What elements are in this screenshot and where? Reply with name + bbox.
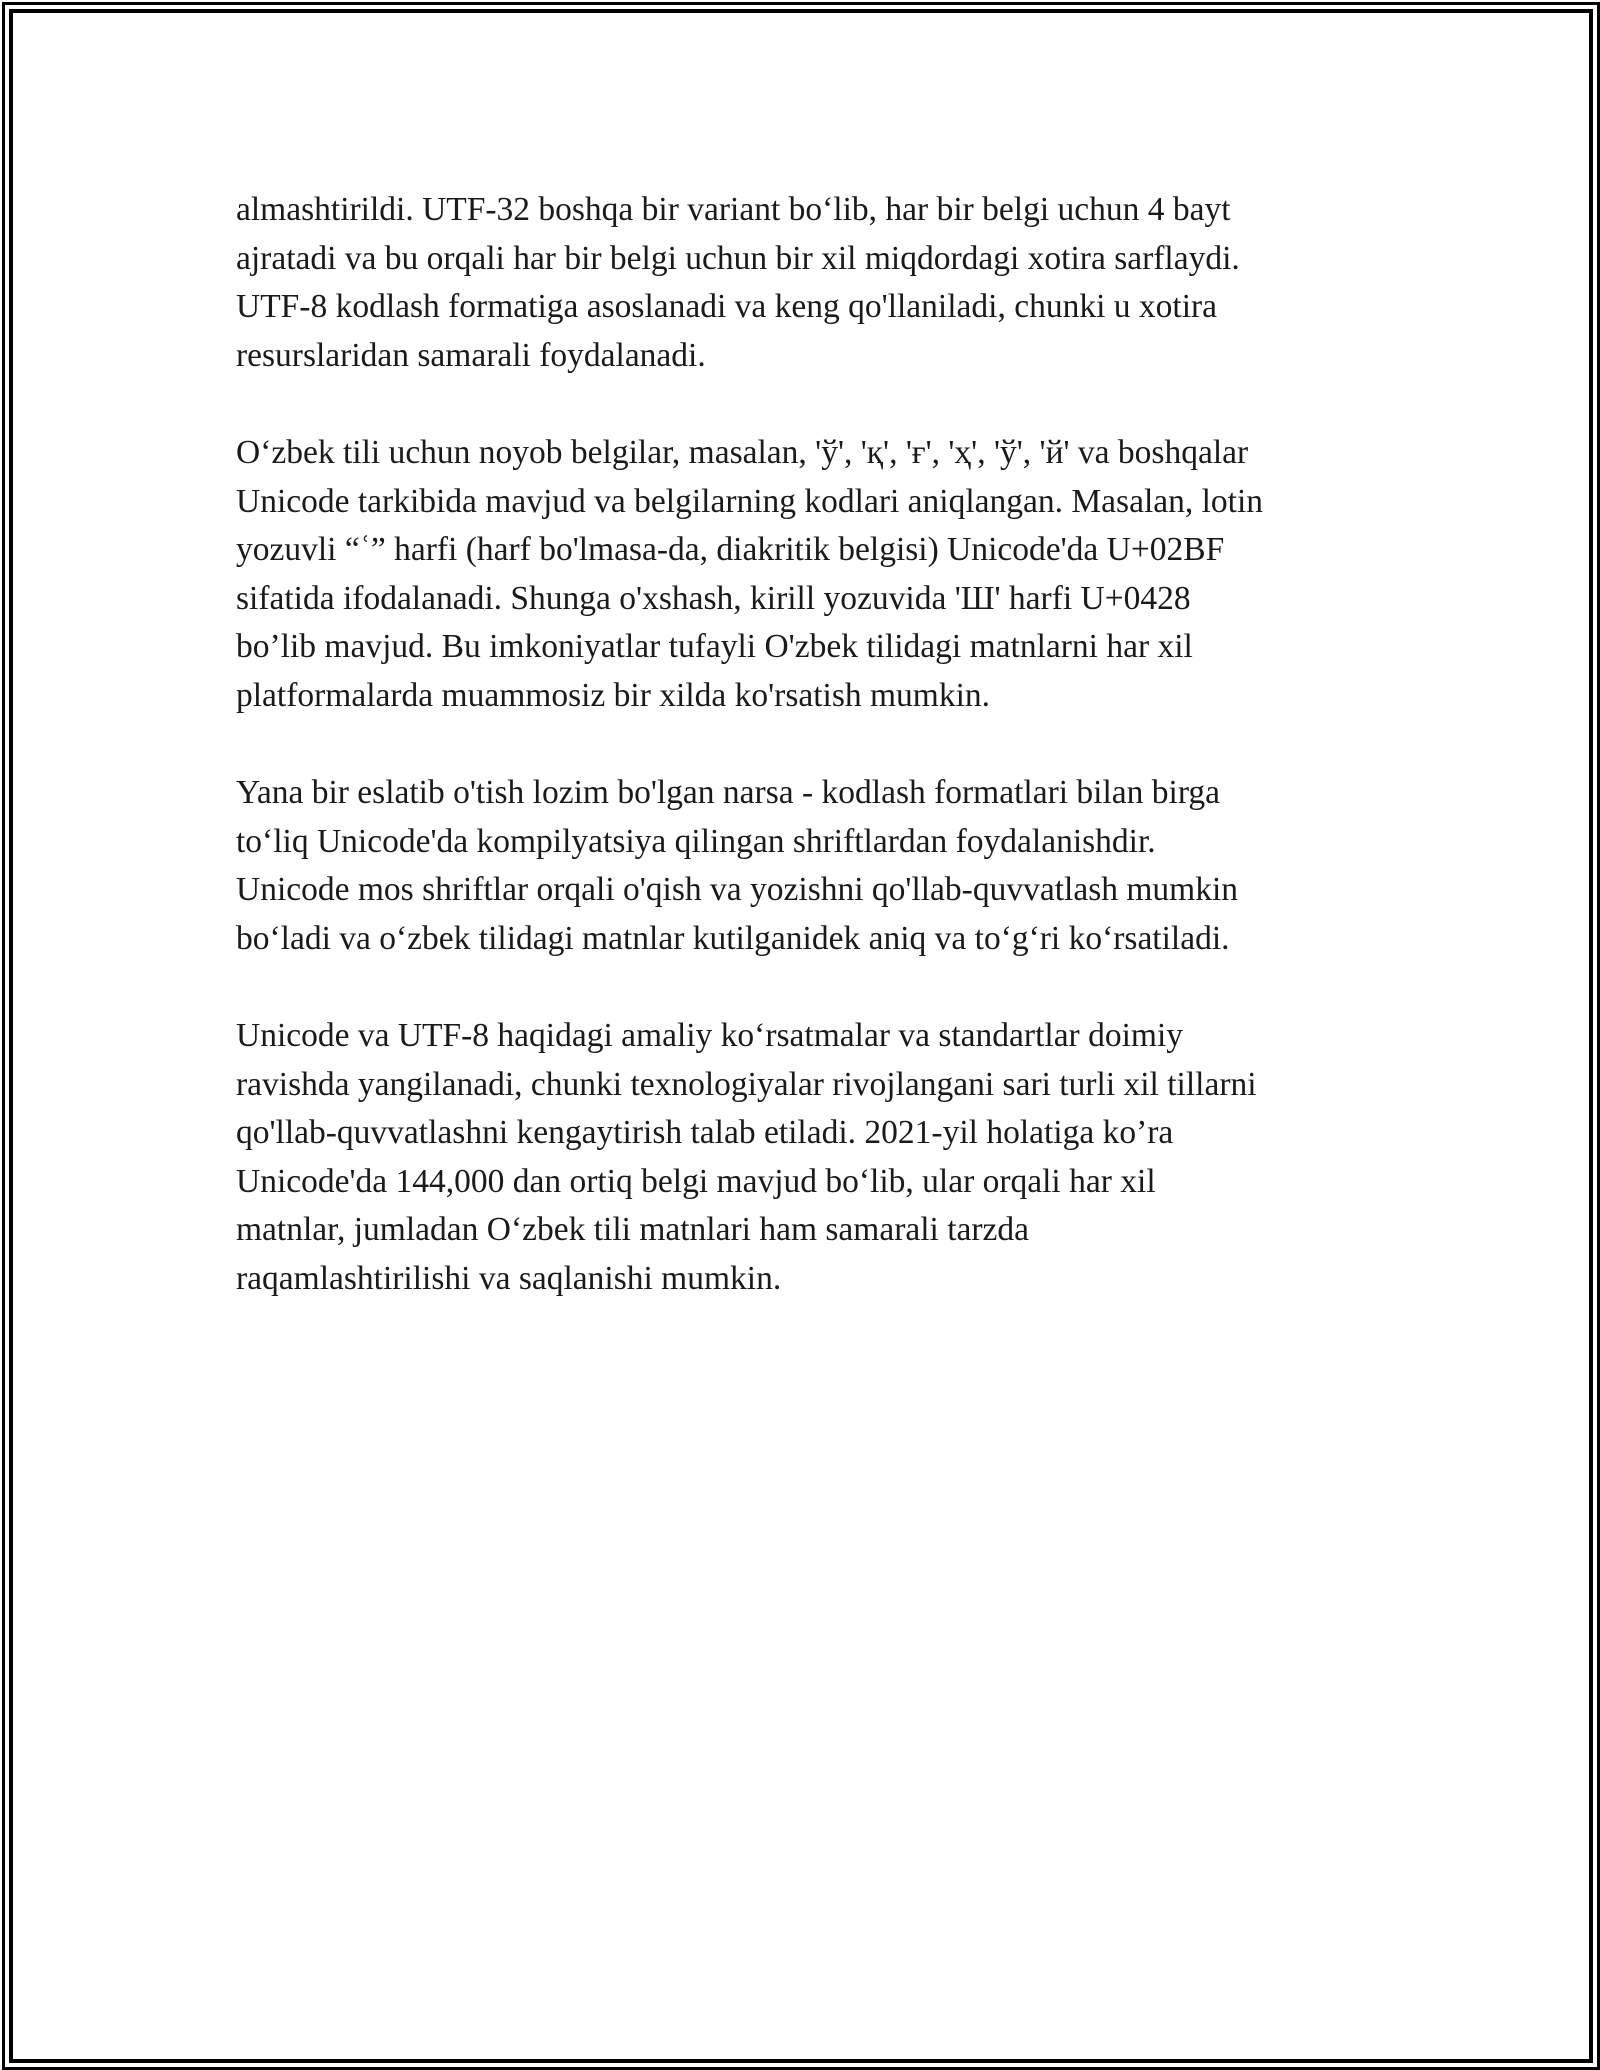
text-line: qo'llab-quvvatlashni kengaytirish talab etiladi. 2021-yil holatiga ko’ra — [236, 1114, 1174, 1151]
paragraph-1 — [236, 186, 1386, 380]
document-body — [236, 186, 1386, 1352]
text-line: to‘liq Unicode'da kompilyatsiya qilingan shriftlardan foydalanishdir. — [236, 822, 1156, 860]
text-line: raqamlashtirilishi va saqlanishi mumkin. — [236, 1259, 782, 1297]
paragraph-4 — [236, 1012, 1386, 1303]
text-line: resurslaridan samarali foydalanadi. — [236, 336, 706, 374]
text-line: UTF-8 kodlash formatiga asoslanadi va keng qo'llaniladi, chunki u xotira — [236, 288, 1218, 325]
text-line: yozuvli “ʿ” harfi (harf bo'lmasa-da, diakritik belgisi) Unicode'da U+02BF — [236, 531, 1225, 568]
text-line: sifatida ifodalanadi. Shunga o'xshash, kirill yozuvida 'Ш' harfi U+0428 — [236, 579, 1191, 617]
text-line: ravishda yangilanadi, chunki texnologiyalar rivojlangani sari turli xil tillarni — [236, 1065, 1257, 1103]
text-line: Unicode va UTF-8 haqidagi amaliy ko‘rsatmalar va standartlar doimiy — [236, 1017, 1184, 1054]
text-line: Unicode tarkibida mavjud va belgilarning kodlari aniqlangan. Masalan, lotin — [236, 482, 1264, 520]
paragraph-3 — [236, 769, 1386, 963]
text-line: bo’lib mavjud. Bu imkoniyatlar tufayli O'zbek tilidagi matnlarni har xil — [236, 628, 1193, 665]
text-line: bo‘ladi va o‘zbek tilidagi matnlar kutilganidek aniq va to‘g‘ri ko‘rsatiladi. — [236, 919, 1230, 957]
text-line: Unicode'da 144,000 dan ortiq belgi mavjud bo‘lib, ular orqali har xil — [236, 1162, 1156, 1200]
paragraph-2 — [236, 429, 1386, 720]
text-line: almashtirildi. UTF-32 boshqa bir variant bo‘lib, har bir belgi uchun 4 bayt — [236, 191, 1231, 228]
text-line: platformalarda muammosiz bir xilda ko'rsatish mumkin. — [236, 676, 991, 714]
text-line: Unicode mos shriftlar orqali o'qish va yozishni qo'llab-quvvatlash mumkin — [236, 871, 1239, 908]
text-line: Yana bir eslatib o'tish lozim bo'lgan narsa - kodlash formatlari bilan birga — [236, 774, 1220, 811]
text-line: ajratadi va bu orqali har bir belgi uchun bir xil miqdordagi xotira sarflaydi. — [236, 239, 1240, 277]
text-line: matnlar, jumladan O‘zbek tili matnlari ham samarali tarzda — [236, 1211, 1030, 1248]
text-line: O‘zbek tili uchun noyob belgilar, masalan, 'ў', 'қ', 'ғ', 'ҳ', 'ў', 'й' va boshqalar — [236, 434, 1249, 471]
